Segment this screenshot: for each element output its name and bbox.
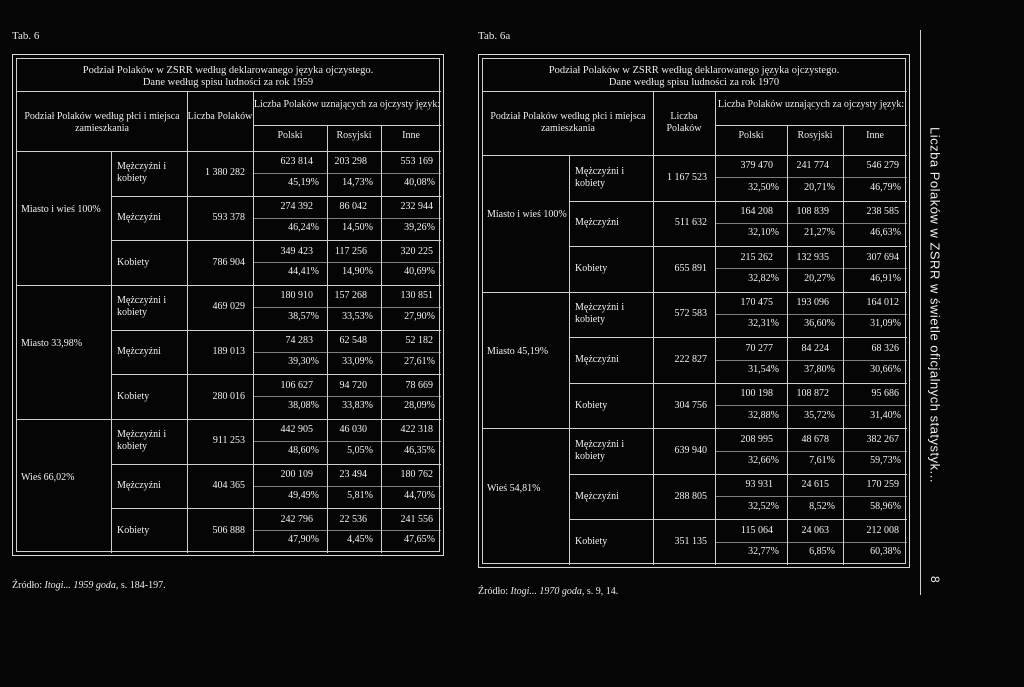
tab6a-sex: Mężczyźni i kobiety [575, 302, 625, 326]
tab6-other-pct: 39,26% [404, 221, 435, 233]
tab6a-pl: 100 198 [740, 388, 773, 400]
tab6a-vline [569, 155, 570, 565]
tab6a-row-rule [569, 246, 907, 247]
tab6a-group-rule [483, 292, 569, 293]
tab6a-sex: Kobiety [575, 536, 608, 548]
tab6-other: 320 225 [400, 245, 433, 257]
tab6a-half-rule [715, 451, 907, 452]
tab6a-row-rule [569, 519, 907, 520]
tab6-pl-pct: 39,30% [288, 355, 319, 367]
tab6a-row-rule [569, 201, 907, 202]
table-1970 [478, 54, 910, 568]
tab6-region: Wieś 66,02% [21, 472, 75, 483]
tab6-other: 422 318 [400, 424, 433, 436]
tab6-other: 232 944 [400, 200, 433, 212]
tab6a-title-line2: Dane według spisu ludności za rok 1970 [608, 77, 780, 88]
tab6-ru-pct: 33,53% [342, 311, 373, 323]
tab6-ru: 86 042 [339, 200, 367, 212]
tab6-hdr-group: Podział Polaków według płci i miejsca zamieszkania [24, 111, 180, 134]
tab6-hdr-rule [253, 125, 441, 126]
tab6-other-pct: 40,69% [404, 266, 435, 278]
tab6a-pl-pct: 32,52% [748, 500, 779, 512]
tab6-hdr-lang: Liczba Polaków uznających za ojczysty język: [253, 99, 441, 110]
tab6a-ru: 132 935 [796, 251, 829, 263]
tab6a-ru-pct: 7,61% [809, 455, 835, 467]
tab6a-hdr-lang: Liczba Polaków uznających za ojczysty język: [717, 99, 905, 110]
tab6-sex: Mężczyźni i kobiety [117, 295, 167, 319]
tab6-ru-pct: 14,90% [342, 266, 373, 278]
tab6-pl-pct: 44,41% [288, 266, 319, 278]
tab6a-other: 68 326 [871, 342, 899, 354]
tab6-pl-pct: 38,08% [288, 400, 319, 412]
tab6-sex: Kobiety [117, 256, 150, 268]
tab6a-half-rule [715, 268, 907, 269]
tab6a-ru: 84 224 [801, 342, 829, 354]
tab6-group-rule [17, 419, 111, 420]
tab6-other-pct: 47,65% [404, 534, 435, 546]
tab6a-other-pct: 58,96% [870, 500, 901, 512]
tab6-half-rule [253, 307, 441, 308]
tab6a-frame [482, 58, 906, 564]
tab6a-other-pct: 60,38% [870, 546, 901, 558]
tab6-ru-pct: 4,45% [347, 534, 373, 546]
tab6a-row-rule [569, 383, 907, 384]
tab6a-half-rule [715, 360, 907, 361]
tab6a-ru-pct: 37,80% [804, 364, 835, 376]
tab6-row-rule [111, 196, 441, 197]
tab6-count: 593 378 [212, 212, 245, 223]
tab6-group-rule [17, 285, 111, 286]
tab6-ru-pct: 14,73% [342, 177, 373, 189]
tab6-half-rule [253, 441, 441, 442]
tab6a-row-rule [569, 474, 907, 475]
tab6a-hdr-group: Podział Polaków według płci i miejsca zamieszkania [490, 111, 646, 134]
tab6a-sex: Kobiety [575, 262, 608, 274]
tab6a-count: 655 891 [674, 262, 707, 274]
tab6a-half-rule [715, 496, 907, 497]
tab6-ru: 157 268 [334, 290, 367, 302]
tab6-half-rule [253, 486, 441, 487]
tab6a-pl-pct: 32,82% [748, 272, 779, 284]
tab6-label: Tab. 6 [12, 30, 40, 42]
tab6a-pl: 379 470 [740, 160, 773, 172]
tab6a-ru: 24 615 [801, 479, 829, 491]
tab6a-hdr-pl: Polski [738, 130, 764, 141]
table-1959 [12, 54, 444, 556]
tab6-pl: 200 109 [280, 468, 313, 480]
tab6-pl: 442 905 [280, 424, 313, 436]
tab6a-count: 222 827 [674, 354, 707, 365]
tab6-title-line2: Dane według spisu ludności za rok 1959 [142, 77, 314, 88]
tab6a-count: 351 135 [674, 536, 707, 548]
tab6a-sex: Mężczyźni i kobiety [575, 165, 625, 189]
tab6-vline [111, 151, 112, 553]
tab6a-count: 639 940 [674, 445, 707, 457]
tab6a-pl-pct: 32,66% [748, 455, 779, 467]
tab6a-other-pct: 30,66% [870, 364, 901, 376]
tab6-ru-pct: 33,09% [342, 355, 373, 367]
tab6-region: Miasto 33,98% [21, 338, 83, 349]
tab6a-hdr-ru: Rosyjski [797, 130, 833, 141]
tab6a-other: 164 012 [866, 297, 899, 309]
tab6-other-pct: 44,70% [404, 489, 435, 501]
tab6a-pl: 208 995 [740, 433, 773, 445]
tab6-frame [16, 58, 440, 552]
tab6-count: 506 888 [212, 524, 245, 536]
tab6-other-pct: 46,35% [404, 445, 435, 457]
tab6a-other: 170 259 [866, 479, 899, 491]
tab6-other-pct: 40,08% [404, 177, 435, 189]
tab6-pl-pct: 38,57% [288, 311, 319, 323]
tab6-row-rule [111, 464, 441, 465]
tab6a-pl: 215 262 [740, 251, 773, 263]
tab6-half-rule [253, 218, 441, 219]
tab6a-ru: 48 678 [801, 433, 829, 445]
tab6a-group-rule [483, 428, 569, 429]
tab6-count: 911 253 [212, 435, 245, 447]
tab6a-half-rule [715, 223, 907, 224]
tab6a-ru: 241 774 [796, 160, 829, 172]
tab6-pl: 274 392 [280, 200, 313, 212]
tab6a-label: Tab. 6a [478, 30, 511, 42]
tab6a-half-rule [715, 542, 907, 543]
tab6a-other: 95 686 [871, 388, 899, 400]
source-1959: Źródło: Itogi... 1959 goda, s. 184-197. [12, 580, 166, 591]
tab6-pl: 74 283 [285, 334, 313, 346]
tab6-ru: 203 298 [334, 156, 367, 168]
tab6a-count: 304 756 [674, 399, 707, 411]
tab6-pl-pct: 47,90% [288, 534, 319, 546]
tab6a-ru-pct: 36,60% [804, 318, 835, 330]
tab6-sex: Mężczyźni i kobiety [117, 161, 167, 185]
tab6-ru: 117 256 [334, 245, 367, 257]
tab6a-region: Miasto 45,19% [487, 346, 549, 357]
tab6-sex: Mężczyźni i kobiety [117, 429, 167, 453]
tab6-ru-pct: 5,05% [347, 445, 373, 457]
tab6-count: 469 029 [212, 301, 245, 313]
tab6a-region: Wieś 54,81% [487, 482, 541, 494]
tab6-row-rule [111, 285, 441, 286]
tab6-hdr-count: Liczba Polaków [187, 111, 253, 122]
tab6a-other-pct: 31,09% [870, 318, 901, 330]
tab6a-hdr-other: Inne [866, 130, 884, 141]
tab6a-count: 572 583 [674, 308, 707, 320]
tab6-hdr-ru: Rosyjski [336, 130, 372, 141]
tab6-sex: Mężczyźni [117, 212, 161, 223]
tab6a-ru-pct: 20,71% [804, 181, 835, 193]
page-number: 8 [928, 576, 942, 583]
tab6a-other-pct: 46,91% [870, 272, 901, 284]
tab6a-pl-pct: 32,31% [748, 318, 779, 330]
tab6a-ru-pct: 35,72% [804, 409, 835, 421]
tab6a-ru-pct: 8,52% [809, 500, 835, 512]
tab6a-count: 1 167 523 [667, 171, 707, 183]
tab6a-sex: Mężczyźni i kobiety [575, 439, 625, 463]
tab6a-other: 382 267 [866, 433, 899, 445]
tab6a-ru-pct: 20,27% [804, 272, 835, 284]
tab6-ru-pct: 14,50% [342, 221, 373, 233]
tab6-other: 78 669 [405, 379, 433, 391]
tab6-pl-pct: 48,60% [288, 445, 319, 457]
tab6a-ru: 193 096 [796, 297, 829, 309]
tab6-half-rule [253, 396, 441, 397]
tab6-pl: 180 910 [280, 290, 313, 302]
tab6-count: 1 380 282 [205, 167, 245, 179]
tab6a-other: 307 694 [866, 251, 899, 263]
tab6a-ru-pct: 6,85% [809, 546, 835, 558]
tab6-half-rule [253, 262, 441, 263]
tab6-row-rule [111, 508, 441, 509]
tab6a-pl-pct: 32,50% [748, 181, 779, 193]
tab6a-other: 212 008 [866, 524, 899, 536]
tab6a-other-pct: 31,40% [870, 409, 901, 421]
tab6-ru: 62 548 [339, 334, 367, 346]
tab6a-pl: 115 064 [740, 524, 773, 536]
tab6-pl: 106 627 [280, 379, 313, 391]
tab6a-other: 546 279 [866, 160, 899, 172]
tab6a-ru-pct: 21,27% [804, 227, 835, 239]
tab6-ru: 46 030 [339, 424, 367, 436]
tab6-title-line1: Podział Polaków w ZSRR według deklarowanego języka ojczystego. [82, 65, 374, 76]
tab6a-pl: 70 277 [745, 342, 773, 354]
tab6a-pl: 164 208 [740, 205, 773, 217]
tab6-half-rule [253, 530, 441, 531]
tab6-row-rule [111, 419, 441, 420]
tab6-half-rule [253, 173, 441, 174]
tab6-hdr-other: Inne [402, 130, 420, 141]
tab6a-pl-pct: 32,10% [748, 227, 779, 239]
tab6-ru-pct: 5,81% [347, 489, 373, 501]
tab6-rule [17, 91, 441, 92]
tab6a-other-pct: 46,63% [870, 227, 901, 239]
tab6-pl-pct: 49,49% [288, 489, 319, 501]
tab6a-half-rule [715, 314, 907, 315]
tab6a-region: Miasto i wieś 100% [487, 209, 567, 221]
tab6-ru: 23 494 [339, 468, 367, 480]
tab6-row-rule [111, 330, 441, 331]
tab6a-pl: 170 475 [740, 297, 773, 309]
tab6a-half-rule [715, 177, 907, 178]
tab6a-other-pct: 59,73% [870, 455, 901, 467]
tab6a-hdr-count: Liczba Polaków [666, 111, 702, 134]
tab6a-other: 238 585 [866, 205, 899, 217]
tab6a-title-line1: Podział Polaków w ZSRR według deklarowanego języka ojczystego. [548, 65, 840, 76]
tab6-ru: 22 536 [339, 513, 367, 525]
tab6a-other-pct: 46,79% [870, 181, 901, 193]
tab6-hdr-pl: Polski [277, 130, 303, 141]
tab6-count: 280 016 [212, 390, 245, 402]
tab6a-pl-pct: 32,77% [748, 546, 779, 558]
tab6a-ru: 24 063 [801, 524, 829, 536]
tab6-row-rule [111, 374, 441, 375]
tab6a-sex: Mężczyźni [575, 490, 619, 502]
tab6-other-pct: 27,90% [404, 311, 435, 323]
tab6a-rule [483, 91, 907, 92]
tab6a-hdr-rule [715, 125, 907, 126]
tab6-other: 52 182 [405, 334, 433, 346]
tab6-sex: Kobiety [117, 390, 150, 402]
tab6-other: 241 556 [400, 513, 433, 525]
tab6a-pl-pct: 32,88% [748, 409, 779, 421]
tab6-count: 786 904 [212, 256, 245, 268]
tab6-region: Miasto i wieś 100% [21, 204, 101, 215]
tab6a-sex: Mężczyźni [575, 217, 619, 229]
tab6-other: 180 762 [400, 468, 433, 480]
source-1970: Źródło: Itogi... 1970 goda, s. 9, 14. [478, 586, 619, 597]
tab6a-half-rule [715, 405, 907, 406]
tab6-ru: 94 720 [339, 379, 367, 391]
tab6a-count: 511 632 [674, 217, 707, 229]
tab6-pl-pct: 46,24% [288, 221, 319, 233]
tab6-sex: Kobiety [117, 524, 150, 536]
tab6-pl: 242 796 [280, 513, 313, 525]
tab6-other-pct: 27,61% [404, 355, 435, 367]
tab6-pl-pct: 45,19% [288, 177, 319, 189]
tab6-sex: Mężczyźni [117, 346, 161, 357]
tab6-sex: Mężczyźni [117, 480, 161, 491]
tab6a-sex: Kobiety [575, 399, 608, 411]
tab6a-ru: 108 872 [796, 388, 829, 400]
tab6-row-rule [111, 240, 441, 241]
tab6-other-pct: 28,09% [404, 400, 435, 412]
tab6a-row-rule [569, 292, 907, 293]
tab6a-sex: Mężczyźni [575, 354, 619, 365]
tab6a-count: 288 805 [674, 490, 707, 502]
tab6a-pl: 93 931 [745, 479, 773, 491]
tab6-other: 553 169 [400, 156, 433, 168]
tab6-count: 404 365 [212, 480, 245, 491]
tab6-pl: 623 814 [280, 156, 313, 168]
running-title: Liczba Polaków w ZSRR w świetle oficjalnych statystyk... [927, 127, 943, 483]
tab6-count: 189 013 [212, 346, 245, 357]
tab6a-ru: 108 839 [796, 205, 829, 217]
tab6-other: 130 851 [400, 290, 433, 302]
tab6a-row-rule [569, 428, 907, 429]
tab6-ru-pct: 33,83% [342, 400, 373, 412]
tab6-half-rule [253, 352, 441, 353]
tab6a-row-rule [569, 337, 907, 338]
tab6-pl: 349 423 [280, 245, 313, 257]
tab6-hdr-bottom [17, 151, 441, 152]
tab6a-pl-pct: 31,54% [748, 364, 779, 376]
